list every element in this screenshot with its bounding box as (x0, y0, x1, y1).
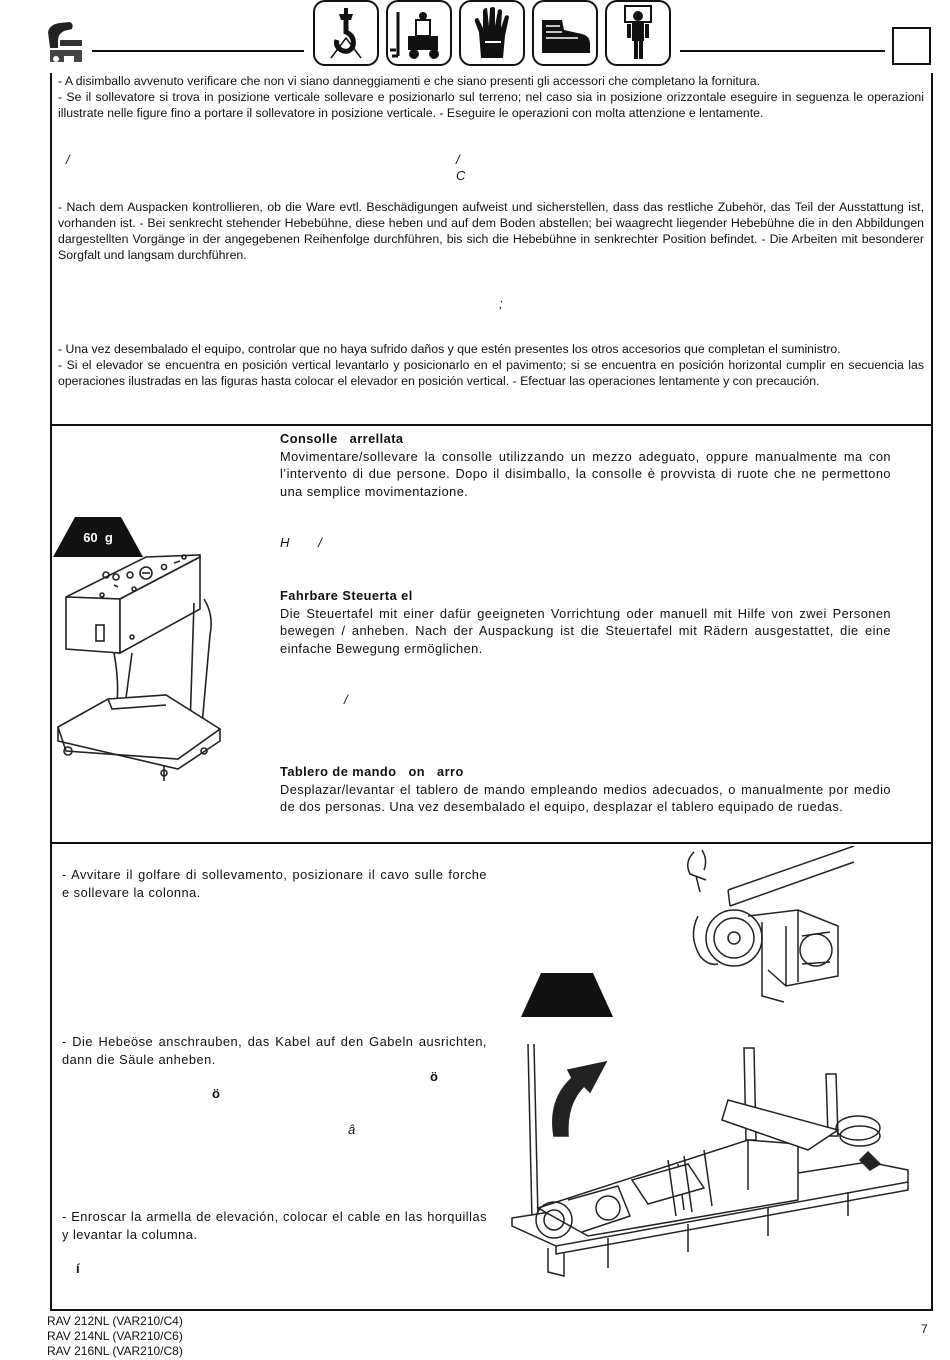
text-fragment: / (456, 152, 460, 167)
text-fragment: â (348, 1122, 356, 1137)
text-fragment: / (344, 692, 348, 707)
forklift-icon (386, 0, 452, 66)
console-body-de: Die Steuertafel mit einer dafür geeigneten Vorrichtung oder manuell mit Hilfe von zwei Personen bewegen / anheben. Nach der Auspackung ist die Steuertafel mit Rädern ausgestattet, die eine einfache Bewegung ermöglichen. (280, 605, 891, 656)
safety-shoe-icon (532, 0, 598, 66)
lifting-eye-detail-illustration (678, 846, 858, 1014)
column-lifting-illustration (508, 1040, 912, 1295)
model-line: RAV 212NL (VAR210/C4) (47, 1314, 183, 1328)
console-body-it: Movimentare/sollevare la consolle utilizzando un mezzo adeguato, oppure manualmente ma con l’intervento di due persone. Dopo il disimballo, la consolle è provvista di ruote che ne permettono una semplice movimentazione. (280, 448, 891, 499)
console-title-de: Fahrbare Steuerta el (280, 588, 413, 603)
text-fragment: C (456, 168, 466, 183)
console-block-de (280, 587, 891, 657)
crane-hook-icon (313, 0, 379, 66)
column-text-es: - Enroscar la armella de elevación, colocar el cable en las horquillas y levantar la columna. (62, 1209, 487, 1242)
column-text-it: - Avvitare il golfare di sollevamento, posizionare il cavo sulle forche e sollevare la colonna. (62, 867, 487, 900)
text-fragment: H / (280, 535, 322, 550)
header-rule-left (92, 50, 304, 52)
unpacking-text-es: - Una vez desembalado el equipo, controlar que no haya sufrido daños y que estén presentes los otros accesorios que completan el suministro. - Si el elevador se encuentra en posición vertical levantarlo y posicionarlo en el pavimento; si se encuentra en posición horizontal cumplir en secuencia las operaciones ilustradas en las figuras hasta colocar el elevador en posición vertical. - Efectuar las operaciones lentamente y con precaución. (58, 342, 924, 388)
text-fragment: ö (212, 1086, 220, 1101)
text-fragment: ö (430, 1069, 438, 1084)
section-divider-2 (50, 842, 931, 844)
console-block-it (280, 430, 891, 500)
console-trolley-illustration (54, 545, 224, 785)
model-line: RAV 214NL (VAR210/C6) (47, 1329, 183, 1343)
text-fragment: ; (499, 296, 503, 311)
header-logo (44, 18, 86, 64)
text-fragment: í (76, 1261, 80, 1276)
unpacking-text-de: - Nach dem Auspacken kontrollieren, ob die Ware evtl. Beschädigungen aufweist und sicherstellen, dass das restliche Zubehör, das Teil der Ausstattung ist, vorhanden ist. - Bei senkrecht stehender Hebebühne, diese heben und auf dem Boden abstellen; bei waagrecht liegender Hebebühne die in den Abbildungen dargestellten Vorgänge in der angegebenen Reihenfolge durchführen, bis sich die Hebebühne in senkrechter Position befindet. - Die Arbeiten mit besonderer Sorgfalt und langsam durchführen. (58, 200, 924, 262)
weight-badge-column (521, 973, 613, 1017)
unpacking-text-it: - A disimballo avvenuto verificare che non vi siano danneggiamenti e che siano presenti gli accessori che completano la fornitura. - Se il sollevatore si trova in posizione verticale sollevare e posizionarlo sul terreno; nel caso sia in posizione orizzontale eseguire in seguenza le operazioni illustrate nelle figure fino a portare il sollevatore in posizione verticale. - Eseguire le operazioni con molta attenzione e lentamente. (58, 74, 924, 120)
console-block-es (280, 763, 891, 816)
model-line: RAV 216NL (VAR210/C8) (47, 1344, 183, 1358)
page-number: 7 (921, 1322, 928, 1336)
page-language-box (892, 27, 931, 65)
weight-badge-label: 60 g (83, 530, 113, 545)
header-rule-right (680, 50, 885, 52)
console-title-it: Consolle arrellata (280, 431, 404, 446)
console-body-es: Desplazar/levantar el tablero de mando empleando medios adecuados, o manualmente por medio de dos personas. Una vez desembalado el equipo, desplazar el tablero equipado de ruedas. (280, 781, 891, 814)
text-fragment: / (66, 152, 70, 167)
console-title-es: Tablero de mando on arro (280, 764, 464, 779)
section-divider-1 (50, 424, 931, 426)
safety-glove-icon (459, 0, 525, 66)
column-text-de: - Die Hebeöse anschrauben, das Kabel auf den Gabeln ausrichten, dann die Säule anheben. (62, 1034, 487, 1067)
worker-helmet-icon (605, 0, 671, 66)
